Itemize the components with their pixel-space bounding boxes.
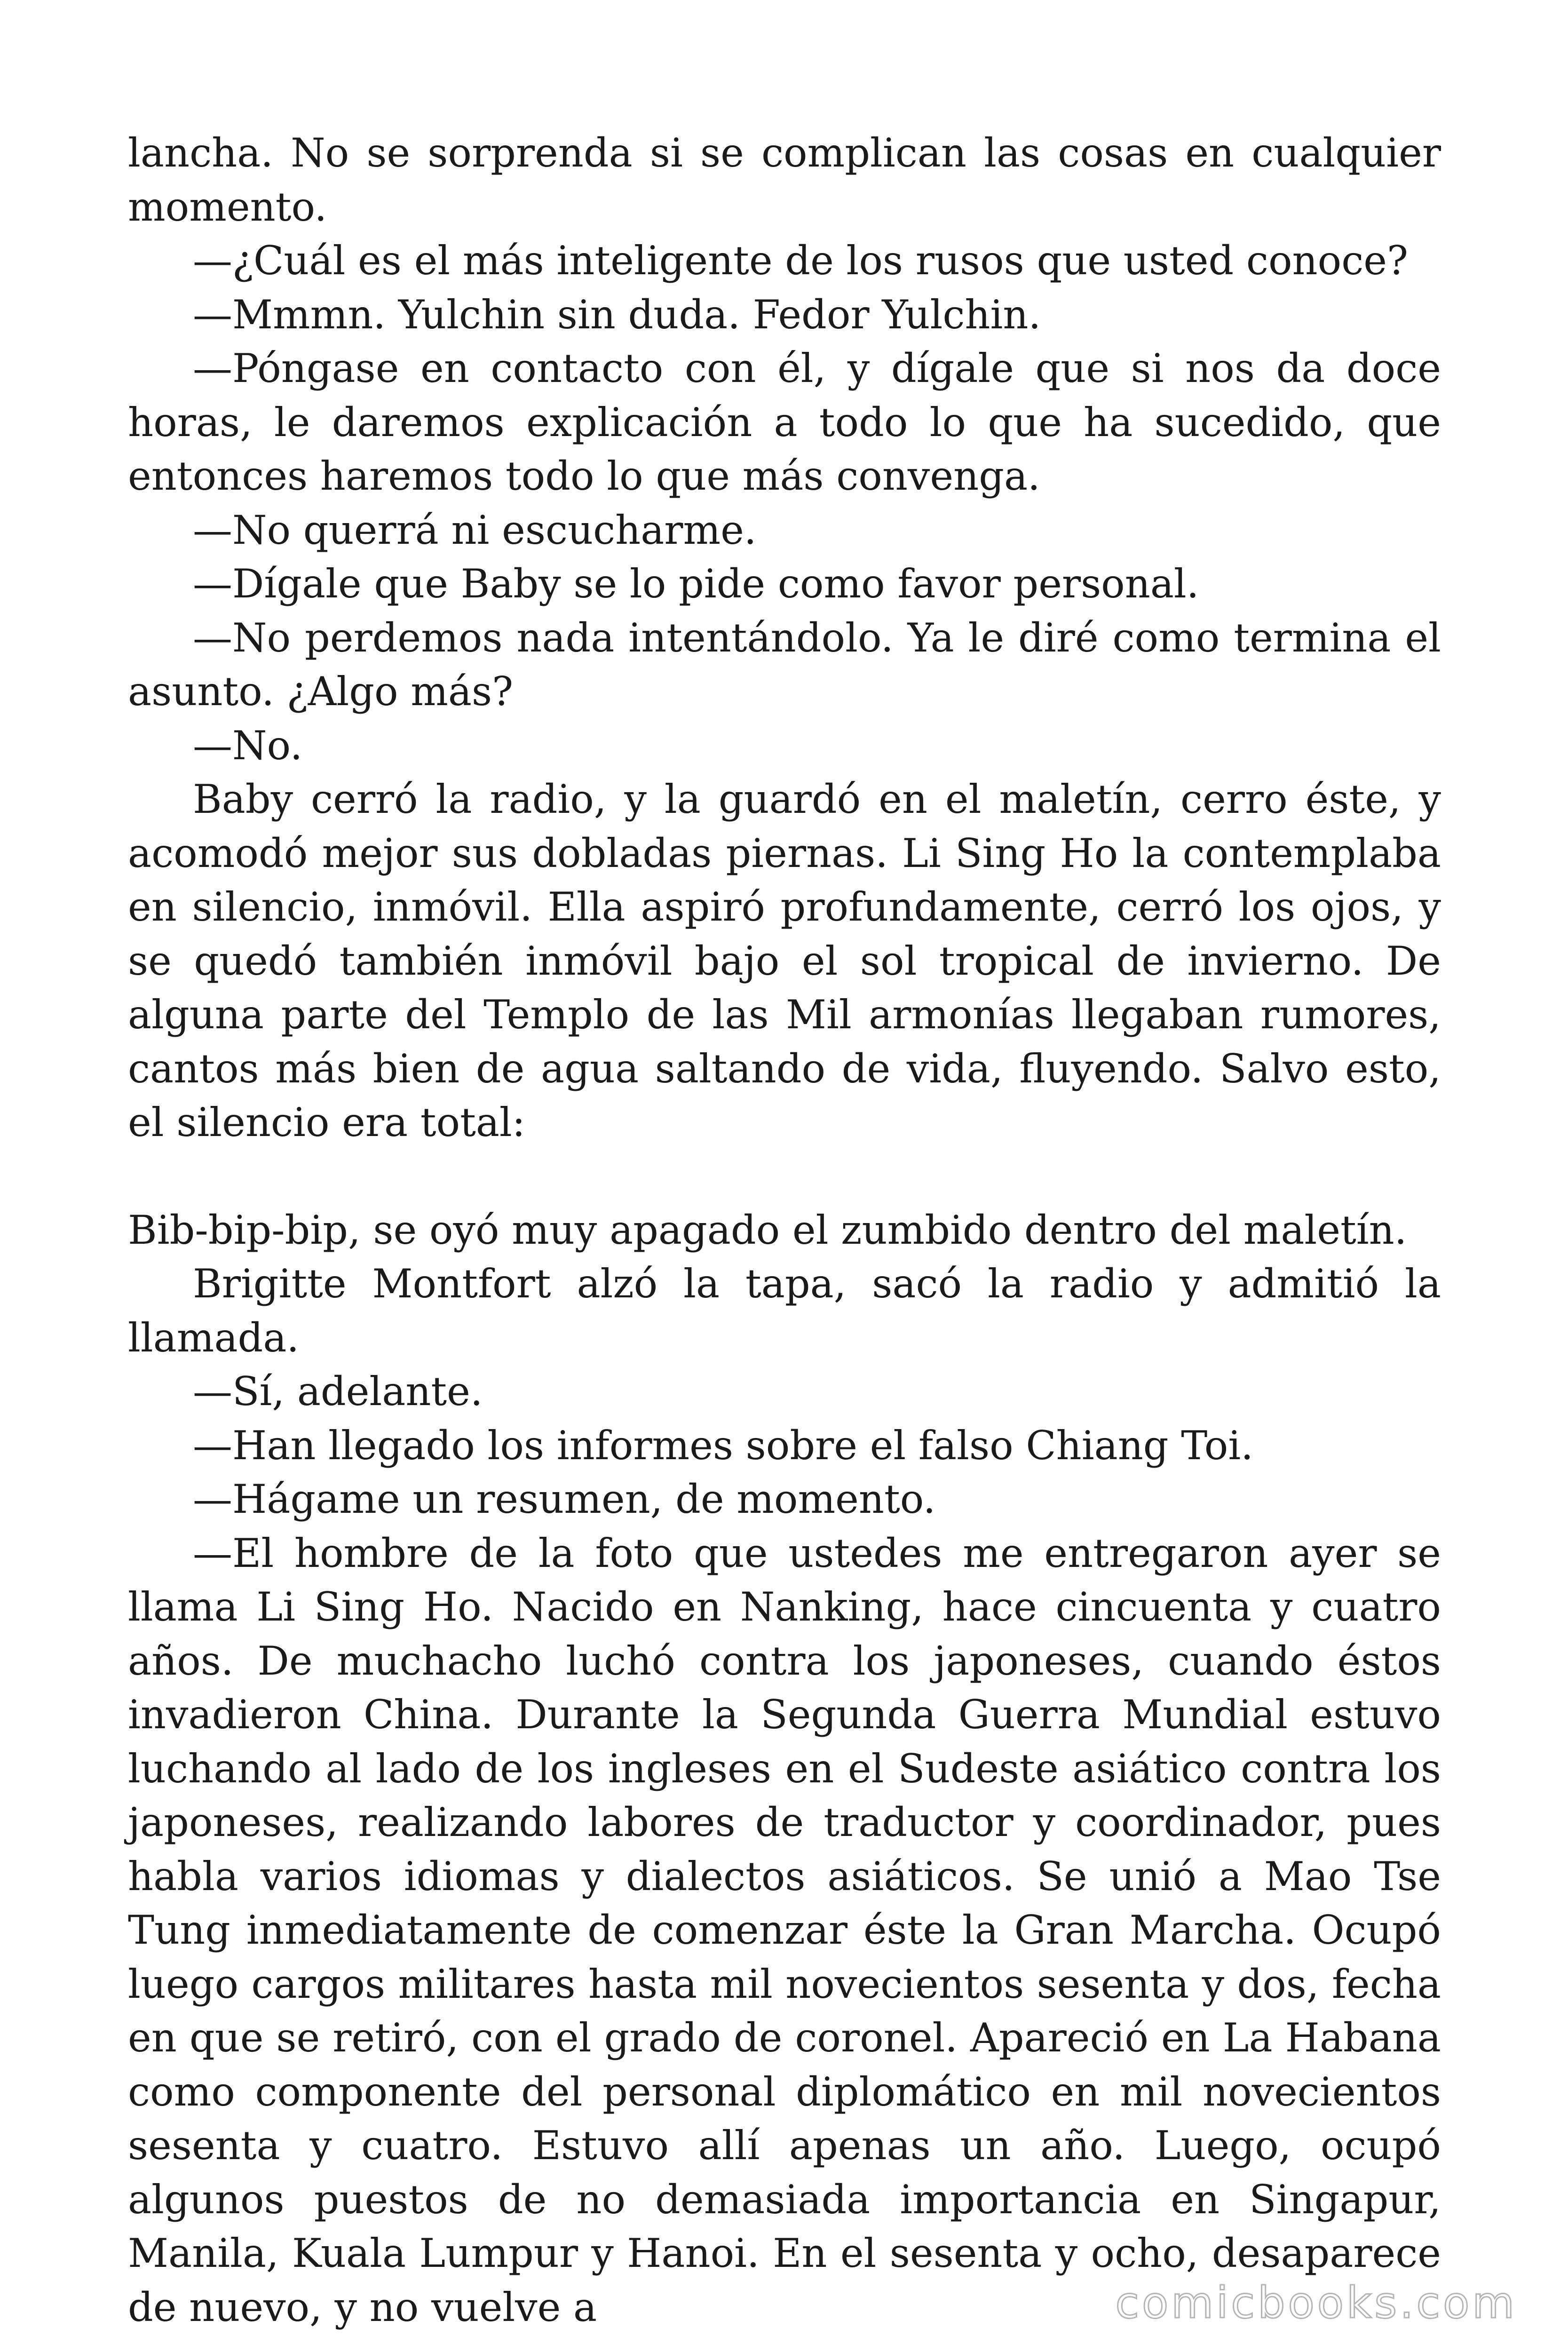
dialogue-line-no: —No. [193,722,303,769]
dialogue-line-adelante: —Sí, adelante. [193,1368,483,1414]
dialogue-line-intelligent-russian: —¿Cuál es el más inteligente de los rusos que usted conoce? [193,238,1408,284]
dialogue-line-wont-listen: —No querrá ni escucharme. [193,507,757,553]
paragraph-brigitte: Brigitte Montfort alzó la tapa, sacó la radio y admitió la llamada. [128,1261,1441,1361]
dialogue-line-contact: —Póngase en contacto con él, y dígale que si nos da doce horas, le daremos explicación a todo lo que ha sucedido, que entonces haremos todo lo que más convenga. [128,345,1441,499]
dialogue-line-nothing-lost: —No perdemos nada intentándolo. Ya le diré como termina el asunto. ¿Algo más? [128,614,1441,715]
dialogue-line-favor: —Dígale que Baby se lo pide como favor personal. [193,561,1199,607]
watermark: comicbooks.com [1115,2278,1517,2328]
paragraph-baby-radio: Baby cerró la radio, y la guardó en el maletín, cerro éste, y acomodó mejor sus dobladas piernas. Li Sing Ho la contemplaba en silencio, inmóvil. Ella aspiró profundamente, cerró los ojos, y se quedó también inmóvil bajo el sol tropical de invierno. De alguna parte del Templo de las Mil armonías llegaban rumores, cantos más bien de agua saltando de vida, fluyendo. Salvo esto, el silencio era total: [128,776,1441,1145]
dialogue-line-yulchin: —Mmmn. Yulchin sin duda. Fedor Yulchin. [193,291,1041,338]
paragraph-lancha: lancha. No se sorprenda si se complican las cosas en cualquier momento. [128,130,1441,230]
text-block [128,126,1441,2334]
dialogue-line-informes: —Han llegado los informes sobre el falso Chiang Toi. [193,1422,1253,1469]
dialogue-line-report: —El hombre de la foto que ustedes me entregaron ayer se llama Li Sing Ho. Nacido en Nanking, hace cincuenta y cuatro años. De muchacho luchó contra los japoneses, cuando éstos invadieron China. Durante la Segunda Guerra Mundial estuvo luchando al lado de los ingleses en el Sudeste asiático contra los japoneses, realizando labores de traductor y coordinador, pues habla varios idiomas y dialectos asiáticos. Se unió a Mao Tse Tung inmediatamente de comenzar éste la Gran Marcha. Ocupó luego cargos militares hasta mil novecientos sesenta y dos, fecha en que se retiró, con el grado de coronel. Apareció en La Habana como componente del personal diplomático en mil novecientos sesenta y cuatro. Estuvo allí apenas un año. Luego, ocupó algunos puestos de no demasiada importancia en Singapur, Manila, Kuala Lumpur y Hanoi. En el sesenta y ocho, desaparece de nuevo, y no vuelve a [128,1530,1441,2330]
paragraph-bib-bip: Bib-bip-bip, se oyó muy apagado el zumbido dentro del maletín. [128,1207,1407,1253]
dialogue-line-resumen: —Hágame un resumen, de momento. [193,1476,936,1522]
